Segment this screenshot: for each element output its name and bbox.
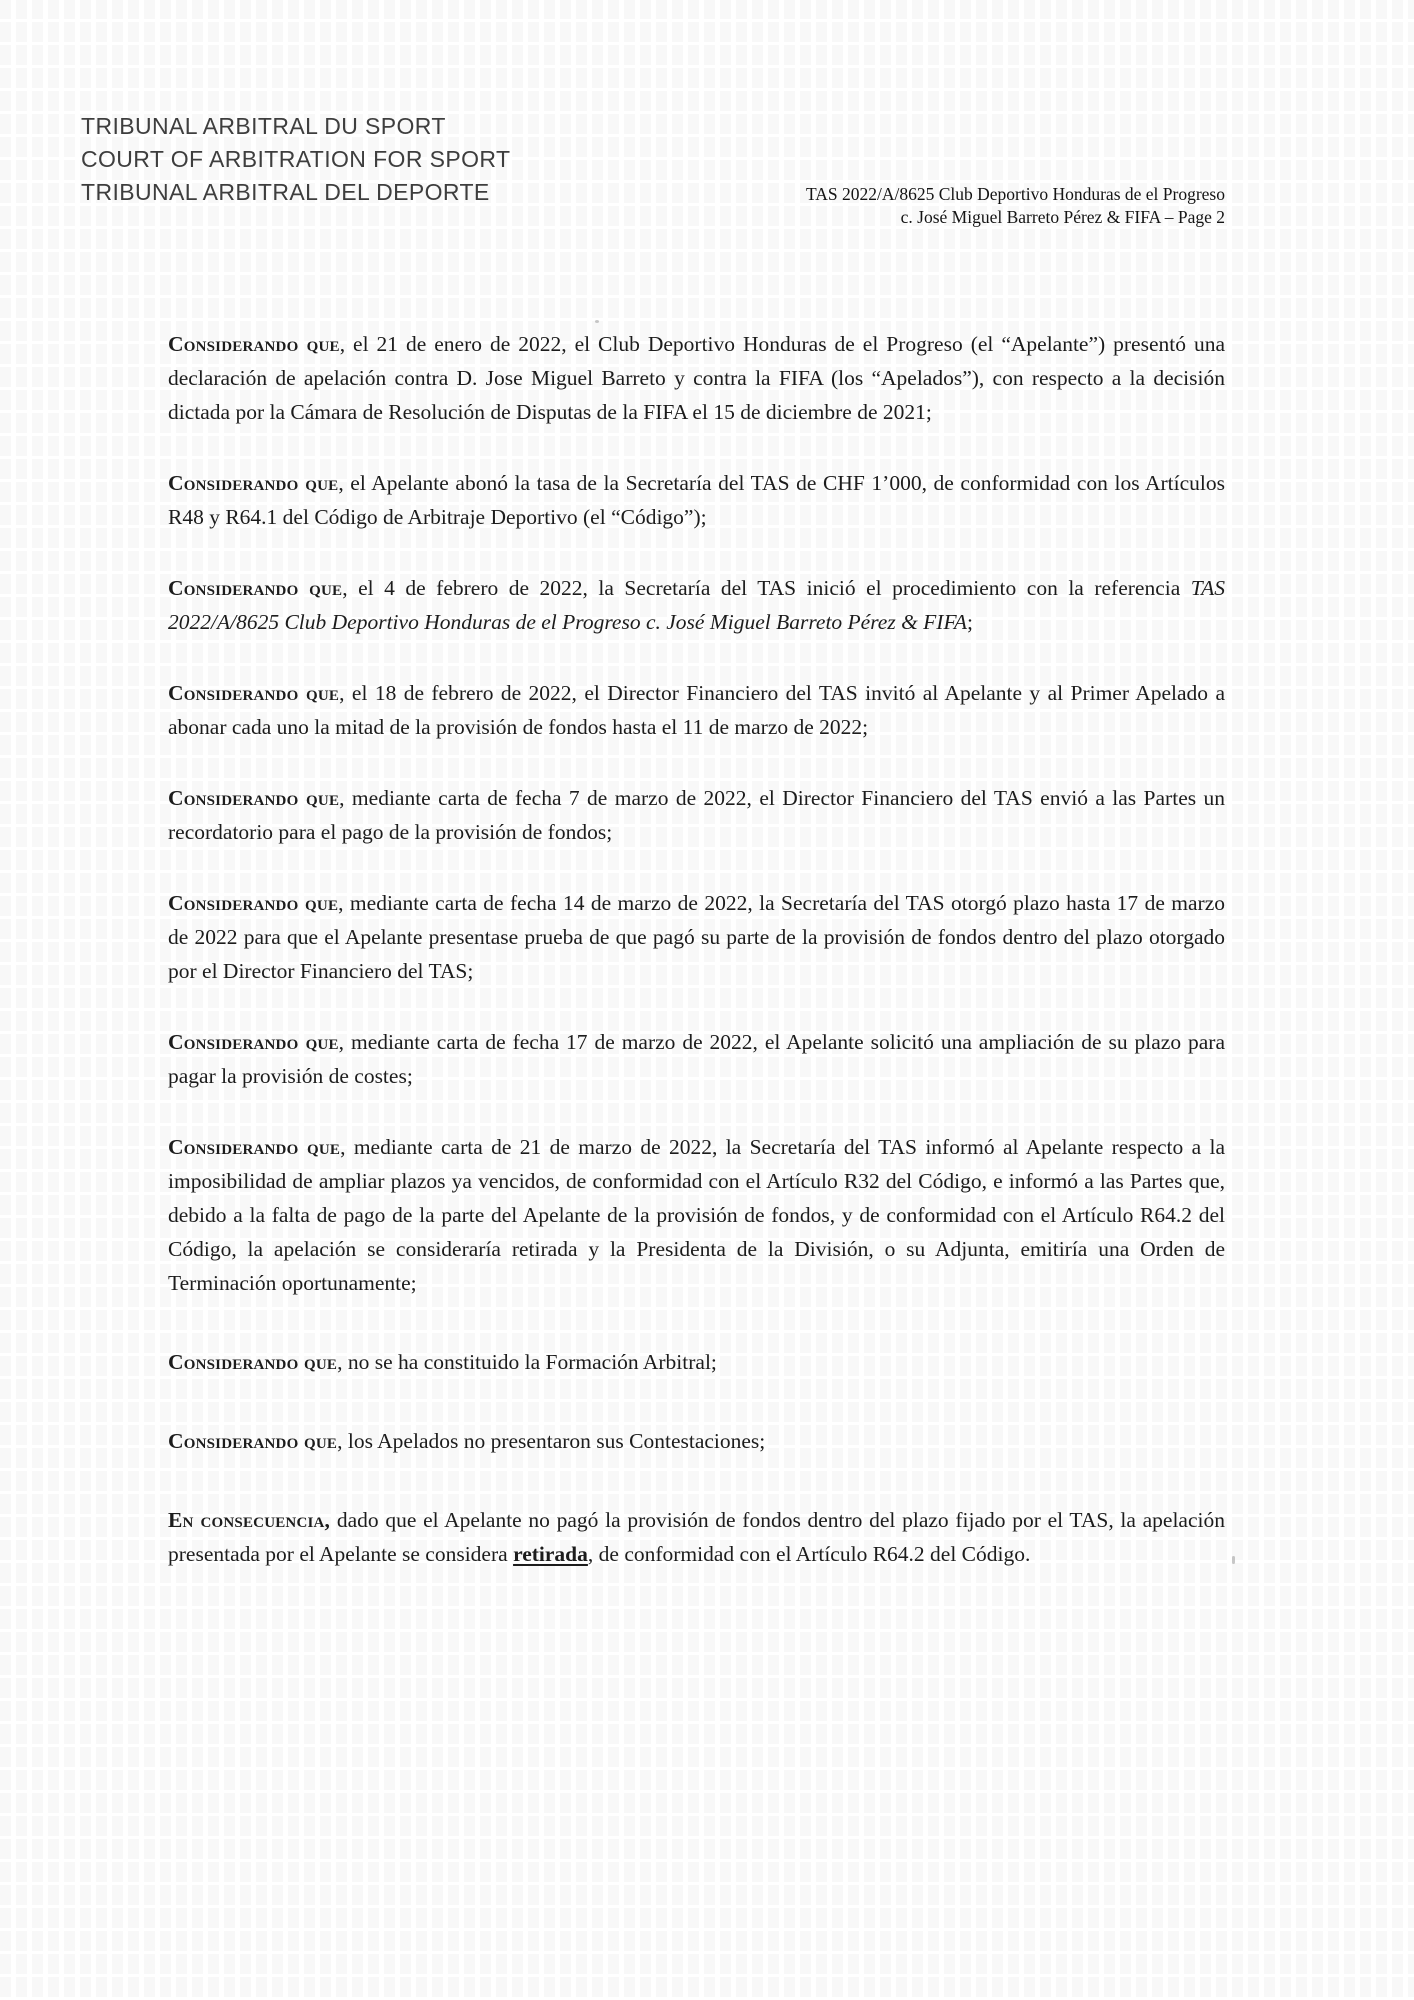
paragraph-lead: Considerando que: [168, 1350, 338, 1374]
paragraph-lead: Considerando que: [168, 1135, 341, 1159]
paragraph-text: , mediante carta de fecha 7 de marzo de 2022, el Director Financiero del TAS envió a las Partes un recordatorio para el pago de la provisión de fondos;: [168, 786, 1225, 844]
cas-letterhead: [81, 110, 510, 209]
paragraph-lead: Considerando que: [168, 891, 339, 915]
considerando-paragraph-1: [168, 327, 1225, 429]
paragraph-text: , no se ha constituido la Formación Arbitral;: [337, 1350, 717, 1374]
scan-speck: [1232, 1556, 1235, 1564]
considerando-paragraph-7: [168, 1025, 1225, 1093]
letterhead-line-spanish: TRIBUNAL ARBITRAL DEL DEPORTE: [81, 179, 490, 205]
paragraph-text: , mediante carta de fecha 17 de marzo de 2022, el Apelante solicitó una ampliación de su plazo para pagar la provisión de costes;: [168, 1030, 1225, 1088]
paragraph-lead: Considerando que: [168, 1030, 339, 1054]
paragraph-text: , el 18 de febrero de 2022, el Director Financiero del TAS invitó al Apelante y al Primer Apelado a abonar cada uno la mitad de la provisión de fondos hasta el 11 de marzo de 2022;: [168, 681, 1225, 739]
paragraph-lead: Considerando que: [168, 1429, 338, 1453]
considerando-paragraph-5: [168, 781, 1225, 849]
considerando-paragraph-2: [168, 466, 1225, 534]
paragraph-text: dado que el Apelante no pagó la provisión de fondos dentro del plazo fijado por el TAS, la apelación presentada por el Apelante se considera: [168, 1508, 1225, 1566]
considerando-paragraph-3: [168, 571, 1225, 639]
paragraph-text: , los Apelados no presentaron sus Contestaciones;: [337, 1429, 766, 1453]
conclusion-paragraph: [168, 1503, 1225, 1571]
considerando-paragraph-10: [168, 1424, 1225, 1458]
order-body: [168, 327, 1225, 1608]
paragraph-lead: Considerando que: [168, 471, 339, 495]
considerando-paragraph-9: [168, 1345, 1225, 1379]
paragraph-text: , mediante carta de 21 de marzo de 2022, la Secretaría del TAS informó al Apelante respecto a la imposibilidad de ampliar plazos ya vencidos, de conformidad con el Artículo R32 del Código, e informó a las Partes que, debido a la falta de pago de la parte del Apelante de la provisión de fondos, y de conformidad con el Artículo R64.2 del Código, la apelación se consideraría retirada y la Presidenta de la División, o su Adjunta, emitiría una Orden de Terminación oportunamente;: [168, 1135, 1225, 1295]
paragraph-text: , de conformidad con el Artículo R64.2 del Código.: [587, 1542, 1031, 1566]
paragraph-text: , mediante carta de fecha 14 de marzo de 2022, la Secretaría del TAS otorgó plazo hasta 17 de marzo de 2022 para que el Apelante presentase prueba de que pagó su parte de la provisión de fondos dentro del plazo otorgado por el Director Financiero del TAS;: [168, 891, 1225, 983]
paragraph-lead: Considerando que: [168, 786, 340, 810]
case-reference: [700, 183, 1225, 229]
paragraph-lead: Considerando que: [168, 576, 343, 600]
considerando-paragraph-6: [168, 886, 1225, 988]
considerando-paragraph-8: [168, 1130, 1225, 1300]
case-reference-line1: TAS 2022/A/8625 Club Deportivo Honduras de el Progreso: [805, 184, 1225, 204]
retirada-emphasis: retirada: [513, 1542, 588, 1566]
scan-speck: [595, 320, 599, 323]
letterhead-line-english: COURT OF ARBITRATION FOR SPORT: [81, 146, 511, 172]
paragraph-lead: Considerando que: [168, 681, 340, 705]
case-reference-italic: TAS 2022/A/8625 Club Deportivo Honduras de el Progreso c. José Miguel Barreto Pérez & FIFA: [168, 576, 1225, 634]
paragraph-text: , el 4 de febrero de 2022, la Secretaría del TAS inició el procedimiento con la referencia: [342, 576, 1191, 600]
paragraph-text: , el 21 de enero de 2022, el Club Deportivo Honduras de el Progreso (el “Apelante”) presentó una declaración de apelación contra D. Jose Miguel Barreto y contra la FIFA (los “Apelados”), con respecto a la decisión dictada por la Cámara de Resolución de Disputas de la FIFA el 15 de diciembre de 2021;: [168, 332, 1225, 424]
case-reference-line2: c. José Miguel Barreto Pérez & FIFA – Page 2: [900, 207, 1225, 227]
considerando-paragraph-4: [168, 676, 1225, 744]
paragraph-lead: En consecuencia,: [168, 1508, 331, 1532]
paragraph-text: , el Apelante abonó la tasa de la Secretaría del TAS de CHF 1’000, de conformidad con los Artículos R48 y R64.1 del Código de Arbitraje Deportivo (el “Código”);: [168, 471, 1225, 529]
letterhead-line-french: TRIBUNAL ARBITRAL DU SPORT: [81, 113, 446, 139]
paragraph-lead: Considerando que: [168, 332, 340, 356]
paragraph-text: ;: [966, 610, 973, 634]
